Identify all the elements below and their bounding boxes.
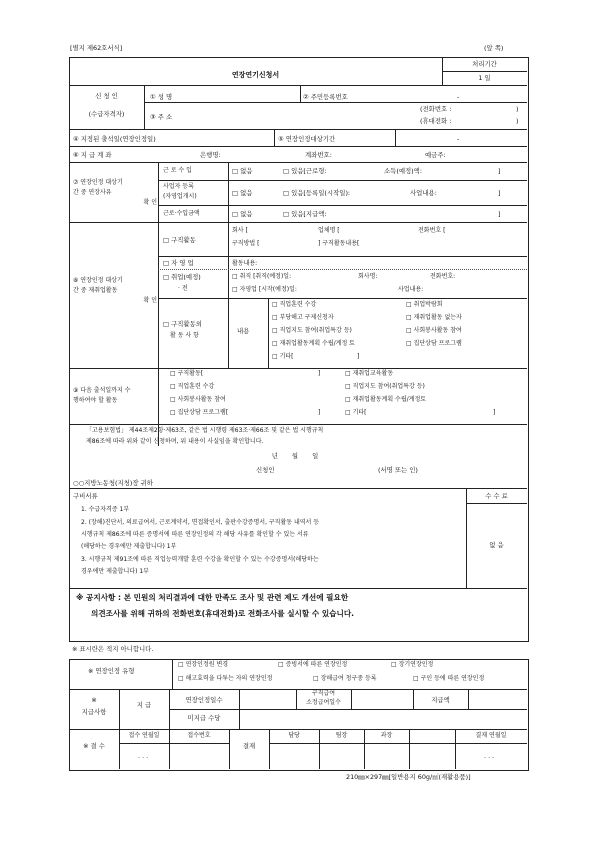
fee-value: 없 음 (489, 541, 504, 549)
account-label: ⑥ 지 급 계 좌 (73, 151, 112, 159)
row9-label-2: 행하여야 할 활동 (73, 397, 118, 404)
activity-checkbox[interactable]: □ 구직활동외 (163, 320, 202, 328)
form-number: [별지 제62호서식] (70, 44, 123, 52)
company-label: 회사 [ (232, 227, 248, 234)
bracket: ] (498, 210, 501, 218)
checkbox-some[interactable]: □ 있음[등록일(시작일): (283, 189, 351, 197)
check-label: ※ 결 수 (83, 742, 105, 750)
checkbox-some[interactable]: □ 있음[근로형: (283, 167, 327, 175)
row8-label-1: ⑧ 연장인정 대상기 (73, 277, 123, 284)
period-label-2: 소정급여일수 (306, 699, 341, 706)
row7-extra: 사업내용: (410, 189, 437, 197)
office-note: ※ 표시란은 적지 아니합니다. (72, 645, 154, 653)
employment-checkbox[interactable]: □ 취업(예정) (163, 273, 201, 281)
checkbox-none[interactable]: □ 없음 (232, 189, 253, 197)
company-name-label: 회사명: (358, 273, 378, 280)
days-label: 연장인정일수 (185, 696, 223, 704)
type-checkbox[interactable]: □ 구인 등에 따른 연장인정 (413, 675, 485, 682)
docs-label: 구비서류 (73, 492, 98, 500)
type-label: ※ 연장인정 유형 (88, 667, 135, 675)
self-employment-checkbox[interactable]: □ 자 영 업 (163, 259, 194, 267)
row7-label-1: ⑦ 연장인정 대상기 (73, 179, 123, 186)
content-label: 내용 (237, 327, 250, 335)
account-no-label: 계좌번호: (305, 151, 332, 159)
self-emp-detail[interactable]: □ 자영업 [시작(예정)일: (232, 286, 297, 293)
todo-checkbox[interactable]: □ 기타[ (345, 409, 367, 416)
row7-sub-label: 근로·수입금액 (163, 210, 200, 217)
row7-label-2: 간 중 연장사유 (73, 189, 112, 196)
type-checkbox[interactable]: □ 증빙서에 따른 연장인정 (278, 661, 348, 668)
todo-checkbox[interactable]: □ 구직활동[ (170, 370, 204, 377)
employment-sub: · 전 (178, 285, 188, 292)
doc-item: 시행규칙 제86조에 따른 증명서에 따른 연장인정의 각 해당 사유를 확인할 수 있는 서류 (81, 531, 309, 538)
row7-label-3: 확 인 (143, 199, 157, 206)
form-frame (69, 57, 529, 642)
row7-sub-label-2: (자영업개시) (163, 193, 197, 200)
todo-checkbox[interactable]: □ 재취업교육활동 (345, 370, 394, 377)
option-checkbox[interactable]: □ 사회봉사활동 참여 (406, 327, 462, 334)
notice-line-1: ※ 공지사항 : 본 민원의 처리결과에 대한 만족도 조사 및 관련 제도 개선에 필요한 (76, 593, 349, 602)
row9-label-1: ⑨ 다음 출석일까지 수 (73, 387, 131, 394)
row7-sub-label: 사업자 등록 (163, 183, 194, 190)
fee-label: 수 수 료 (485, 492, 508, 500)
name-label: ① 성 명 (150, 93, 173, 101)
checkbox-none[interactable]: □ 없음 (232, 167, 253, 175)
processing-label: 처리기간 (472, 60, 497, 68)
option-checkbox[interactable]: □ 기타[ (272, 353, 294, 360)
check-col: 접수번호 (187, 732, 211, 739)
check-col: 접수 연월일 (128, 732, 160, 739)
checkbox-some[interactable]: □ 있음[지급액: (283, 210, 327, 218)
doc-item: 1. 수급자격증 1부 (81, 506, 130, 513)
bracket: ] (498, 189, 501, 197)
option-checkbox[interactable]: □ 집단상담 프로그램 (406, 340, 462, 347)
date-dots: · · · (138, 754, 149, 762)
job-detail-label: ] 구직활동내용[ (318, 240, 360, 247)
employment-detail[interactable]: □ 취직 [취직(예정)일: (232, 273, 292, 280)
phone-label: (전화번호 : (420, 105, 452, 113)
job-type-label: 구직방법 [ (232, 240, 260, 247)
option-checkbox[interactable]: □ 취업박람회 (406, 301, 443, 308)
todo-checkbox[interactable]: □ 직업훈련 수강 (170, 383, 215, 390)
declaration-line-2: 제86조에 따라 위와 같이 신청하며, 위 내용이 사실임을 확인합니다. (86, 438, 264, 445)
type-checkbox[interactable]: □ 장기연장인정 (391, 661, 434, 668)
option-checkbox[interactable]: □ 재취업활동 없는자 (406, 314, 462, 321)
pay-label: 지급사항 (81, 708, 107, 716)
todo-checkbox[interactable]: □ 직업지도 참여(취업특강 등) (345, 383, 425, 390)
date-line: 년 월 일 (271, 452, 325, 460)
address-label: ③ 주 소 (150, 113, 173, 121)
doc-item: 3. 시행규칙 제91조에 따른 직업능력개발 훈련 수강을 확인할 수 있는 수강증명서(해당하는 (81, 556, 319, 563)
business-label: 업체명 [ (318, 227, 340, 234)
option-checkbox[interactable]: □ 직업훈련 수강 (272, 301, 317, 308)
paper-spec: 210㎜×297㎜[일반용지 60g/㎡(재활용품)] (346, 773, 471, 781)
decision-label: 지 급 (136, 701, 152, 709)
check-col: 결재 연월일 (475, 732, 507, 739)
recipient: ○○지방노동청(지청)장 귀하 (73, 479, 153, 487)
page-note: (앞 쪽) (484, 44, 504, 52)
check-col: 결재 (242, 742, 256, 750)
rrn-label: ② 주민등록번호 (303, 93, 348, 101)
period-label: ⑤ 연장인정대상기간 (278, 135, 336, 143)
option-checkbox[interactable]: □ 직업지도 참여(취업특강 등) (272, 327, 352, 334)
activity-detail-label: 활동내용: (232, 260, 258, 267)
check-col: 과장 (380, 732, 393, 739)
type-checkbox[interactable]: □ 장해급여 청구중 등록 (313, 675, 377, 682)
check-col: 팀장 (335, 732, 348, 739)
unpaid-label: 미지급 수당 (187, 714, 221, 722)
doc-item: (해당하는 경우에만 제출합니다) 1부 (81, 543, 177, 550)
phone-no-label: 전화번호: (430, 273, 456, 280)
todo-checkbox[interactable]: □ 재취업활동계획 수립/계정토 (345, 396, 427, 403)
pay-mark: ※ (91, 696, 97, 704)
job-search-checkbox[interactable]: □ 구직활동 (163, 236, 196, 244)
type-checkbox[interactable]: □ 연장인정원 변경 (178, 661, 229, 668)
todo-checkbox[interactable]: □ 집단상담 프로그램[ (170, 409, 229, 416)
row7-extra: 소득(예정)액: (384, 167, 423, 175)
bracket: ] (318, 409, 321, 416)
date-dots: · · · (484, 754, 495, 762)
form-title: 연장연기신청서 (231, 71, 280, 79)
doc-item: 경우에만 제출합니다) 1부 (81, 568, 149, 575)
applicant-label: 신 청 인 (95, 92, 118, 100)
paren: ) (516, 117, 519, 125)
paren: ) (516, 105, 519, 113)
checkbox-none[interactable]: □ 없음 (232, 210, 253, 218)
row8-label-2: 간 중 재취업활동 (73, 287, 118, 294)
bracket: ] (498, 167, 501, 175)
period-dash: - (457, 135, 460, 143)
type-checkbox[interactable]: □ 해고효력을 다투는 자의 연장인정 (178, 675, 273, 682)
holder-label: 예금주: (425, 151, 446, 159)
bracket: ] (493, 409, 496, 416)
row7-sub-label: 근 로 수 입 (163, 167, 192, 174)
todo-checkbox[interactable]: □ 사회봉사활동 참여 (170, 396, 226, 403)
signer-label: 신청인 (256, 466, 275, 474)
option-checkbox[interactable]: □ 재취업활동계획 수립/계정 토 (272, 340, 355, 347)
business-content-label: 사업내용: (398, 286, 424, 293)
rrn-dash: - (457, 93, 460, 101)
option-checkbox[interactable]: □ 부당해고 구제신청자 (272, 314, 334, 321)
bracket: ] (357, 353, 360, 360)
bank-label: 은행명: (200, 151, 221, 159)
row8-label-3: 확 인 (143, 297, 157, 304)
applicant-sub: (수급자격자) (88, 110, 125, 118)
activity-sub: 활 동 사 항 (170, 332, 199, 339)
notice-line-2: 의견조사를 위해 귀하의 전화번호(휴대전화)로 전화조사를 실시할 수 있습니다. (91, 609, 355, 618)
bracket: ] (318, 370, 321, 377)
attendance-label: ④ 지정된 출석일(연장인정일) (73, 135, 156, 143)
phone-bracket-label: 전화번호 [ (418, 227, 446, 234)
check-col: 담당 (288, 732, 300, 739)
doc-item: 2. (장해)진단서, 의료급여서, 근로계약서, 면접확인서, 출판수강증명서, 구직활동 내역서 등 (81, 519, 320, 526)
mobile-label: (휴대전화 : (420, 117, 452, 125)
period-label-1: 구직급여 (311, 690, 336, 697)
amount-label: 지급액 (431, 696, 450, 704)
processing-value: 1 일 (478, 74, 491, 82)
declaration-line-1: 「고용보험법」 제44조제2항·제63조, 같은 법 시행령 제63조·제66조 및 같은 법 시행규칙 (86, 427, 324, 434)
sign-note: (서명 또는 인) (378, 466, 418, 474)
